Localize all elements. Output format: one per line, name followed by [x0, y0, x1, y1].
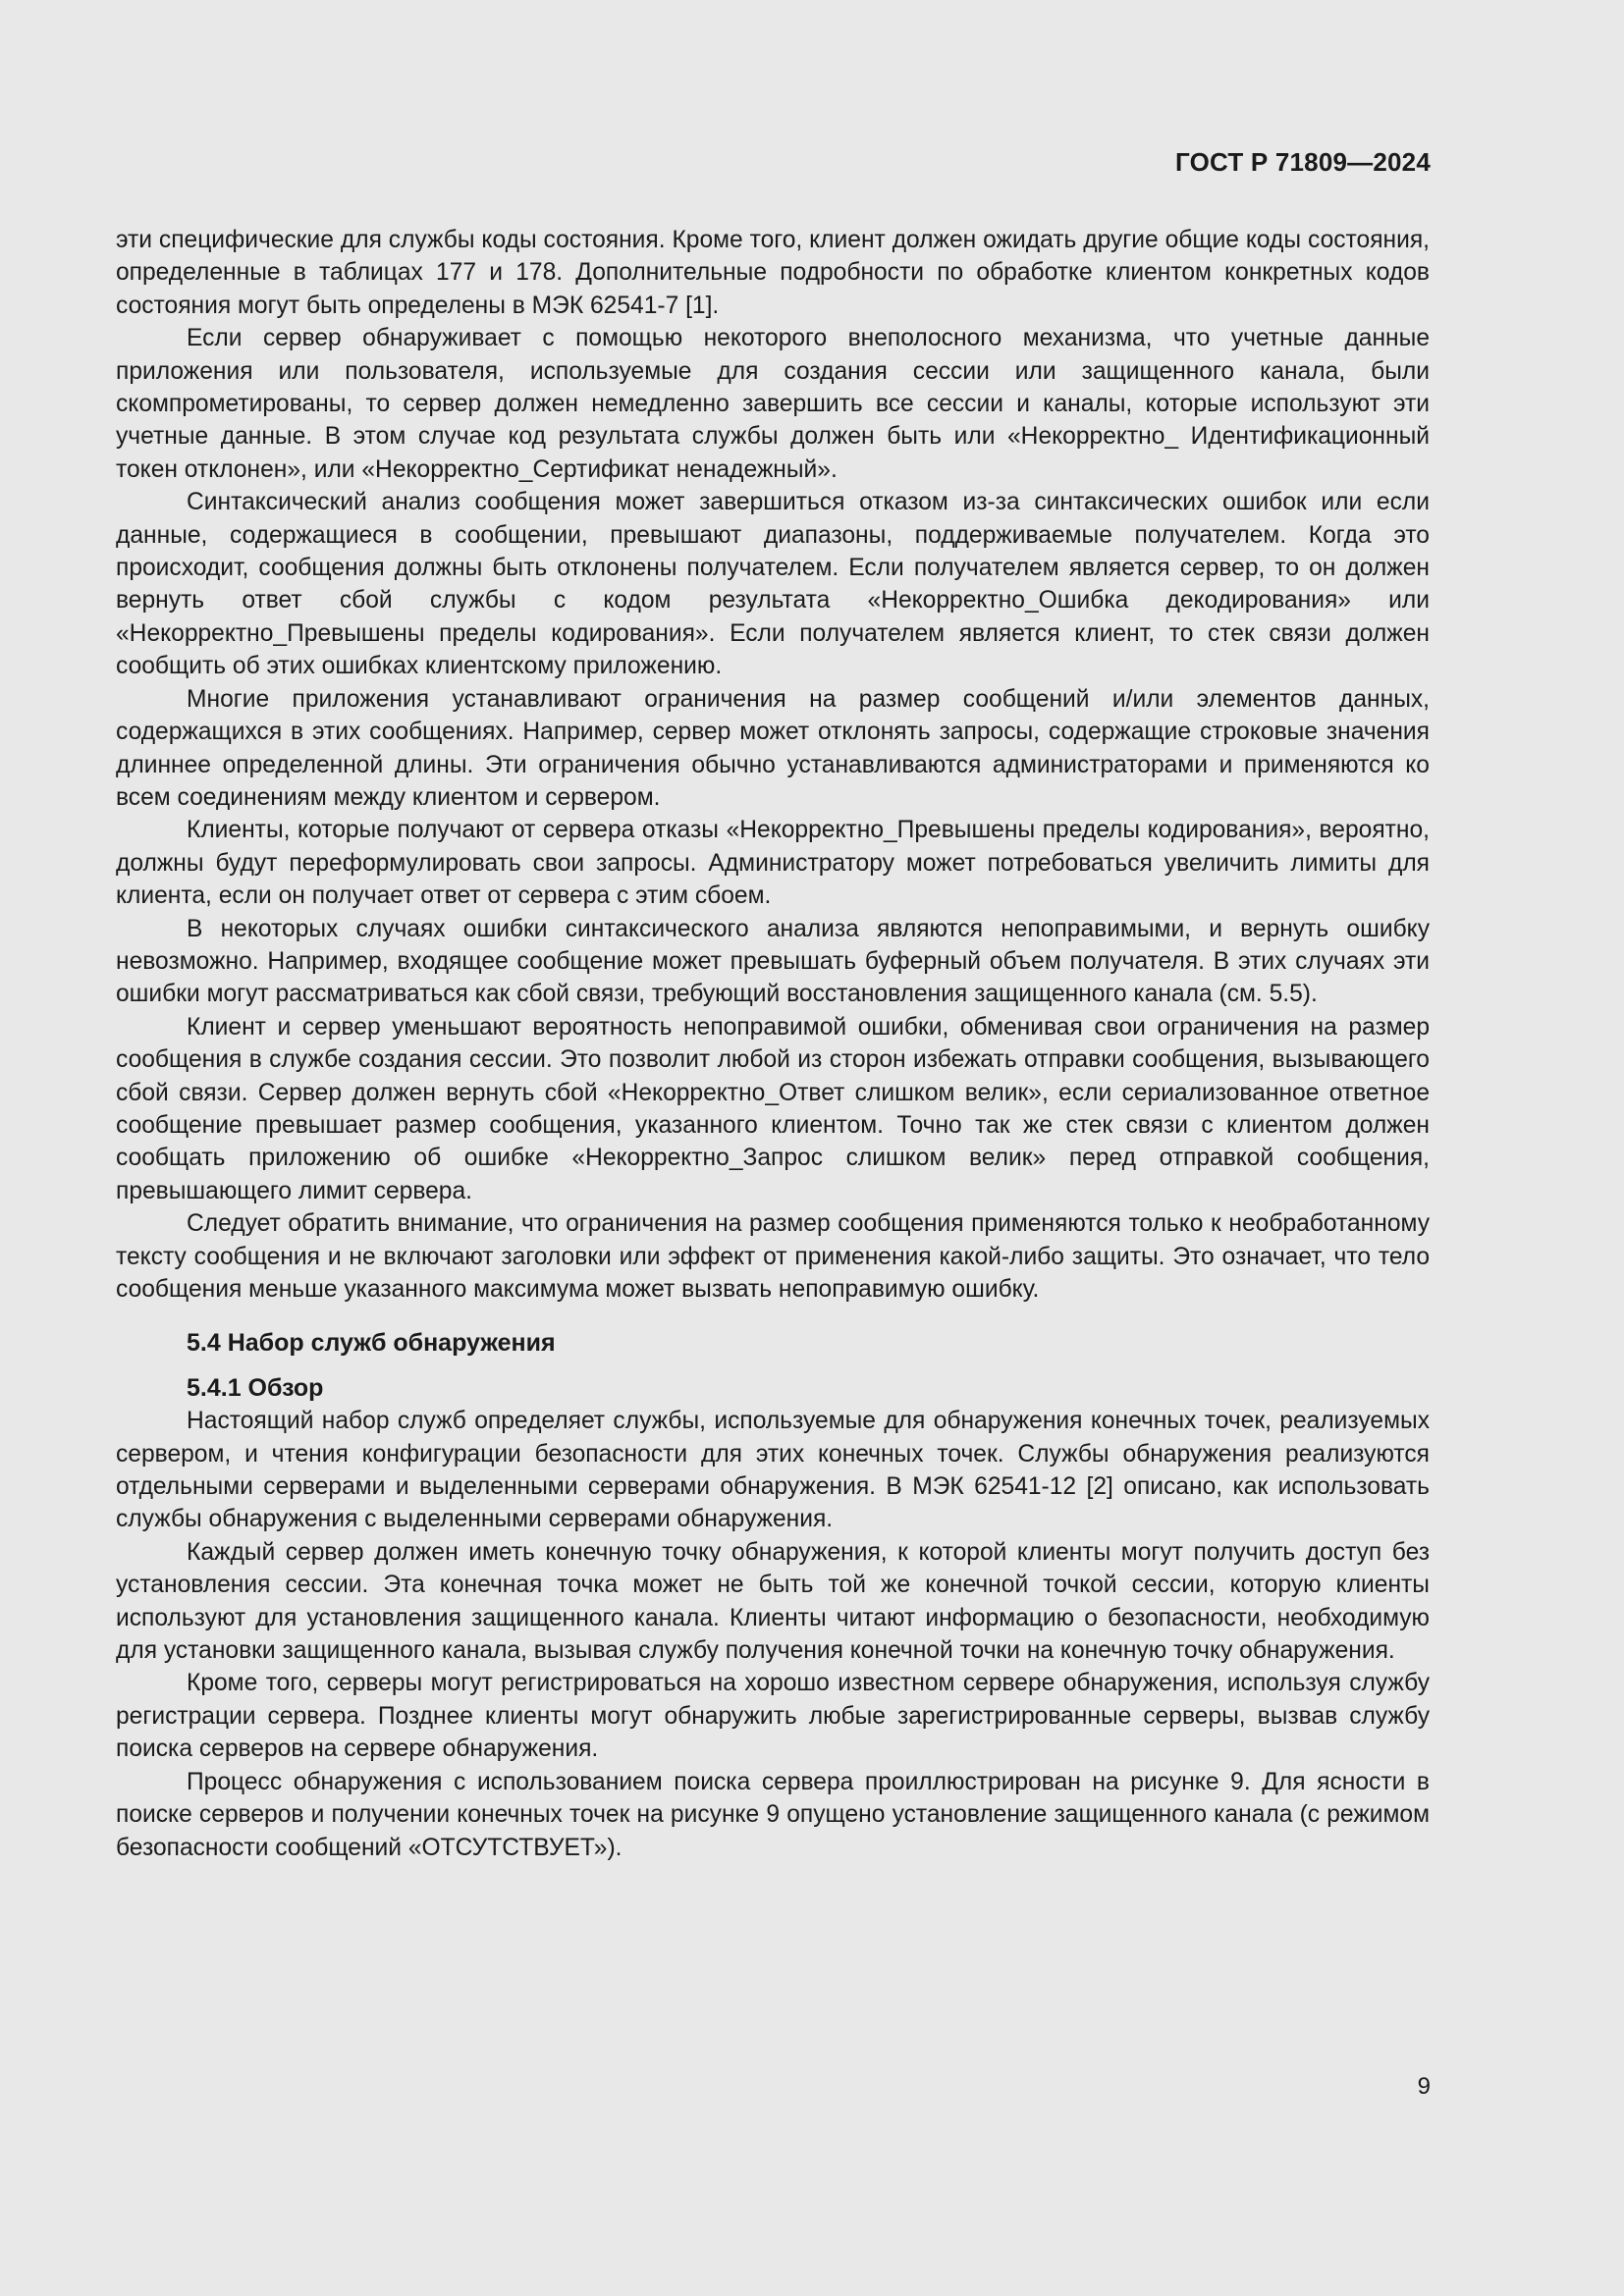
section-heading: 5.4 Набор служб обнаружения [187, 1329, 556, 1358]
paragraph: Настоящий набор служб определяет службы, используемые для обнаружения конечных точек, реализуемых сервером, и чтения конфигурации безопасности для этих конечных точек. Службы обнаружения реализуются отдельными серверами и выделенными серверами обнаружения. В МЭК 62541-12 [2] описано, как использовать службы обнаружения с выделенными серверами обнаружения. [116, 1408, 1430, 1533]
paragraph: Клиенты, которые получают от сервера отказы «Некорректно_Превышены пределы кодирования», вероятно, должны будут переформулировать свои запросы. Администратору может потребоваться увеличить лимиты для клиента, если он получает ответ от сервера с этим сбоем. [116, 817, 1430, 910]
paragraph: Синтаксический анализ сообщения может завершиться отказом из-за синтаксических ошибок или если данные, содержащиеся в сообщении, превышают диапазоны, поддерживаемые получателем. Когда это происходит, сообщения должны быть отклонены получателем. Если получателем является сервер, то он должен вернуть ответ сбой службы с кодом результата «Некорректно_Ошибка декодирования» или «Некорректно_Превышены пределы кодирования». Если получателем является клиент, то стек связи должен сообщить об этих ошибках клиентскому приложению. [116, 489, 1430, 680]
paragraph: Если сервер обнаруживает с помощью некоторого внеполосного механизма, что учетные данные приложения или пользователя, используемые для создания сессии или защищенного канала, были скомпрометированы, то сервер должен немедленно завершить все сессии и каналы, которые используют эти учетные данные. В этом случае код результата службы должен быть или «Некорректно_ Идентификационный токен отклонен», или «Некорректно_Сертификат ненадежный». [116, 325, 1430, 483]
document-body [116, 224, 1430, 1864]
paragraph: Многие приложения устанавливают ограничения на размер сообщений и/или элементов данных, содержащихся в этих сообщениях. Например, сервер может отклонять запросы, содержащие строковые значения длиннее определенной длины. Эти ограничения обычно устанавливаются администраторами и применяются ко всем соединениям между клиентом и сервером. [116, 685, 1430, 811]
paragraph: В некоторых случаях ошибки синтаксического анализа являются непоправимыми, и вернуть ошибку невозможно. Например, входящее сообщение может превышать буферный объем получателя. В этих случаях эти ошибки могут рассматриваться как сбой связи, требующий восстановления защищенного канала (см. 5.5). [116, 915, 1430, 1008]
subsection-heading: 5.4.1 Обзор [187, 1373, 324, 1402]
paragraph: Каждый сервер должен иметь конечную точку обнаружения, к которой клиенты могут получить доступ без установления сессии. Эта конечная точка может не быть той же конечной точкой сессии, которую клиенты используют для установления защищенного канала. Клиенты читают информацию о безопасности, необходимую для установки защищенного канала, вызывая службу получения конечной точки на конечную точку обнаружения. [116, 1538, 1430, 1665]
document-id-header: ГОСТ Р 71809—2024 [1175, 147, 1431, 177]
paragraph: Процесс обнаружения с использованием поиска сервера проиллюстрирован на рисунке 9. Для ясности в поиске серверов и получении конечных точек на рисунке 9 опущено установление защищенного канала (с режимом безопасности сообщений «ОТСУТСТВУЕТ»). [116, 1768, 1430, 1861]
paragraph: Клиент и сервер уменьшают вероятность непоправимой ошибки, обменивая свои ограничения на размер сообщения в службе создания сессии. Это позволит любой из сторон избежать отправки сообщения, вызывающего сбой связи. Сервер должен вернуть сбой «Некорректно_Ответ слишком велик», если сериализованное ответное сообщение превышает размер сообщения, указанного клиентом. Точно так же стек связи с клиентом должен сообщать приложению об ошибке «Некорректно_Запрос слишком велик» перед отправкой сообщения, превышающего лимит сервера. [116, 1013, 1430, 1204]
paragraph: Следует обратить внимание, что ограничения на размер сообщения применяются только к необработанному тексту сообщения и не включают заголовки или эффект от применения какой-либо защиты. Это означает, что тело сообщения меньше указанного максимума может вызвать непоправимую ошибку. [116, 1210, 1430, 1303]
paragraph: эти специфические для службы коды состояния. Кроме того, клиент должен ожидать другие общие коды состояния, определенные в таблицах 177 и 178. Дополнительные подробности по обработке клиентом конкретных кодов состояния могут быть определены в МЭК 62541-7 [1]. [116, 227, 1430, 319]
page-number: 9 [1417, 2073, 1431, 2100]
paragraph: Кроме того, серверы могут регистрироваться на хорошо известном сервере обнаружения, используя службу регистрации сервера. Позднее клиенты могут обнаружить любые зарегистрированные серверы, вызвав службу поиска серверов на сервере обнаружения. [116, 1670, 1430, 1763]
